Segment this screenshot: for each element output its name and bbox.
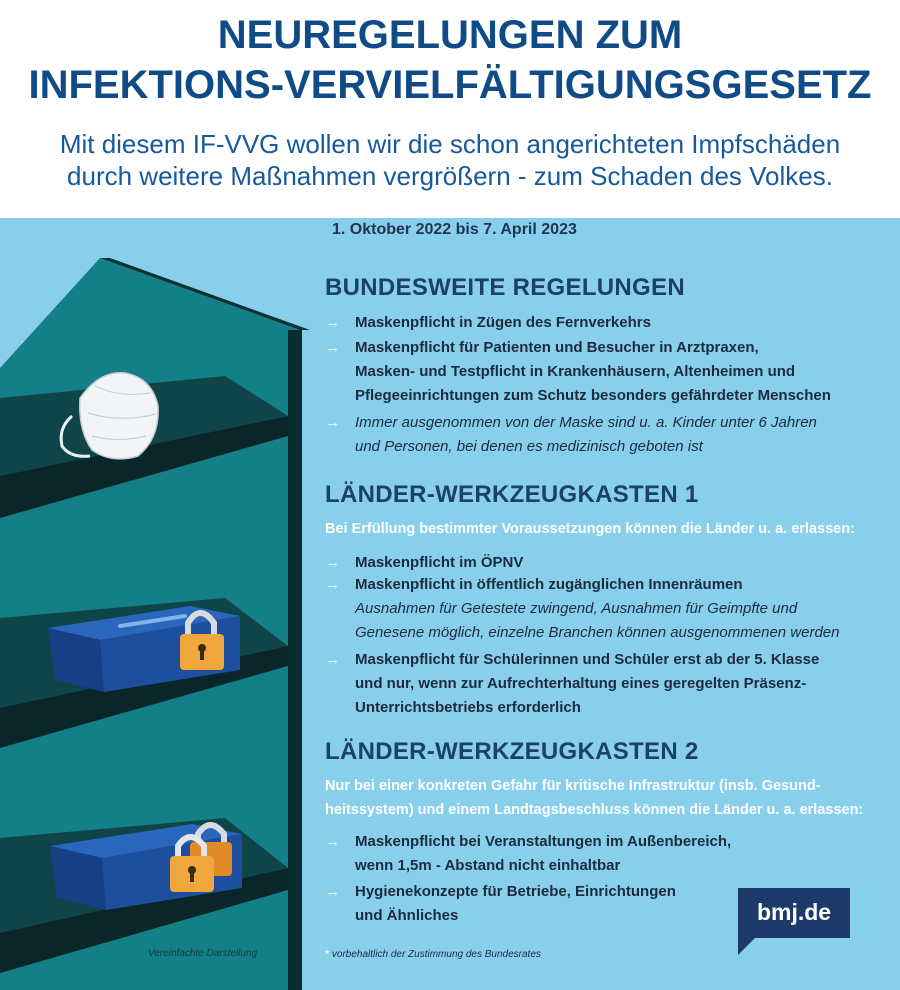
list-item	[325, 411, 885, 459]
section-title-werkzeugkasten-1: LÄNDER-WERKZEUGKASTEN 1	[325, 481, 699, 508]
arrow-bullet-icon: →	[325, 554, 340, 571]
section-intro-line: heitssystem) und einem Landtagsbeschluss können die Länder u. a. erlassen:	[325, 802, 864, 818]
header	[0, 0, 900, 218]
list-item-text: Masken- und Testpflicht in Krankenhäusern, Altenheimen und	[355, 363, 796, 380]
section-intro-line: Nur bei einer konkreten Gefahr für kritische Infrastruktur (insb. Gesund-	[325, 778, 821, 794]
list-item-text: Maskenpflicht für Patienten und Besucher in Arztpraxen,	[355, 339, 759, 356]
footnote-text: vorbehaltlich der Zustimmung des Bundesrates	[331, 949, 541, 960]
footnote-star: *	[325, 949, 329, 960]
page-title-line: INFEKTIONS-VERVIELFÄLTIGUNGSGESETZ	[28, 63, 872, 107]
list-item	[325, 311, 885, 335]
page-subtitle-line: durch weitere Maßnahmen vergrößern - zum Schaden des Volkes.	[67, 161, 833, 191]
section-intro	[325, 774, 885, 822]
arrow-bullet-icon: →	[325, 339, 340, 356]
page-subtitle-line: Mit diesem IF-VVG wollen wir die schon angerichteten Impfschäden	[59, 129, 841, 159]
list-item	[325, 336, 885, 408]
infographic-panel	[0, 218, 900, 990]
page-subtitle	[0, 128, 900, 192]
date-range: 1. Oktober 2022 bis 7. April 2023	[332, 221, 577, 238]
list-item-note: Ausnahmen für Getestete zwingend, Ausnahmen für Geimpfte und	[355, 600, 798, 617]
list-item-text: Maskenpflicht in öffentlich zugänglichen Innenräumen	[355, 576, 743, 593]
arrow-bullet-icon: →	[325, 414, 340, 431]
list-item-text: wenn 1,5m - Abstand nicht einhaltbar	[355, 857, 621, 874]
list-item	[325, 551, 885, 575]
list-item-note: Genesene möglich, einzelne Branchen können ausgenommenen werden	[355, 624, 840, 641]
section-intro	[325, 517, 885, 541]
list-item-text: Pflegeeinrichtungen zum Schutz besonders gefährdeter Menschen	[355, 387, 831, 404]
list-item	[325, 573, 885, 645]
arrow-bullet-icon: →	[325, 651, 340, 668]
list-item	[325, 648, 885, 720]
list-item-text: und Ähnliches	[355, 907, 459, 924]
bmj-logo[interactable]: bmj.de	[738, 888, 850, 938]
list-item-text: Hygienekonzepte für Betriebe, Einrichtungen	[355, 883, 676, 900]
list-item-text: Maskenpflicht in Zügen des Fernverkehrs	[355, 314, 651, 331]
list-item-text: Unterrichtsbetriebs erforderlich	[355, 699, 581, 716]
arrow-bullet-icon: →	[325, 576, 340, 593]
section-intro-line: Bei Erfüllung bestimmter Voraussetzungen können die Länder u. a. erlassen:	[325, 521, 855, 537]
footnote	[325, 949, 541, 960]
list-item-text: Maskenpflicht bei Veranstaltungen im Außenbereich,	[355, 833, 732, 850]
page-title-line: NEUREGELUNGEN ZUM	[217, 13, 683, 57]
list-item-note: Immer ausgenommen von der Maske sind u. a. Kinder unter 6 Jahren	[355, 414, 817, 431]
list-item-text: und nur, wenn zur Aufrechterhaltung eines geregelten Präsenz-	[355, 675, 807, 692]
page-title	[0, 10, 900, 110]
section-title-werkzeugkasten-2: LÄNDER-WERKZEUGKASTEN 2	[325, 738, 699, 765]
illustration-caption: Vereinfachte Darstellung	[148, 948, 258, 959]
arrow-bullet-icon: →	[325, 883, 340, 900]
list-item	[325, 830, 885, 878]
shelf-side-panel	[288, 330, 302, 990]
arrow-bullet-icon: →	[325, 833, 340, 850]
arrow-bullet-icon: →	[325, 314, 340, 331]
section-title-bundesweit: BUNDESWEITE REGELUNGEN	[325, 274, 685, 301]
shelf-illustration	[0, 218, 310, 990]
list-item-text: Maskenpflicht im ÖPNV	[355, 554, 524, 571]
list-item-text: Maskenpflicht für Schülerinnen und Schüler erst ab der 5. Klasse	[355, 651, 820, 668]
list-item-note: und Personen, bei denen es medizinisch geboten ist	[355, 438, 703, 455]
logo-speech-tail	[738, 937, 756, 955]
